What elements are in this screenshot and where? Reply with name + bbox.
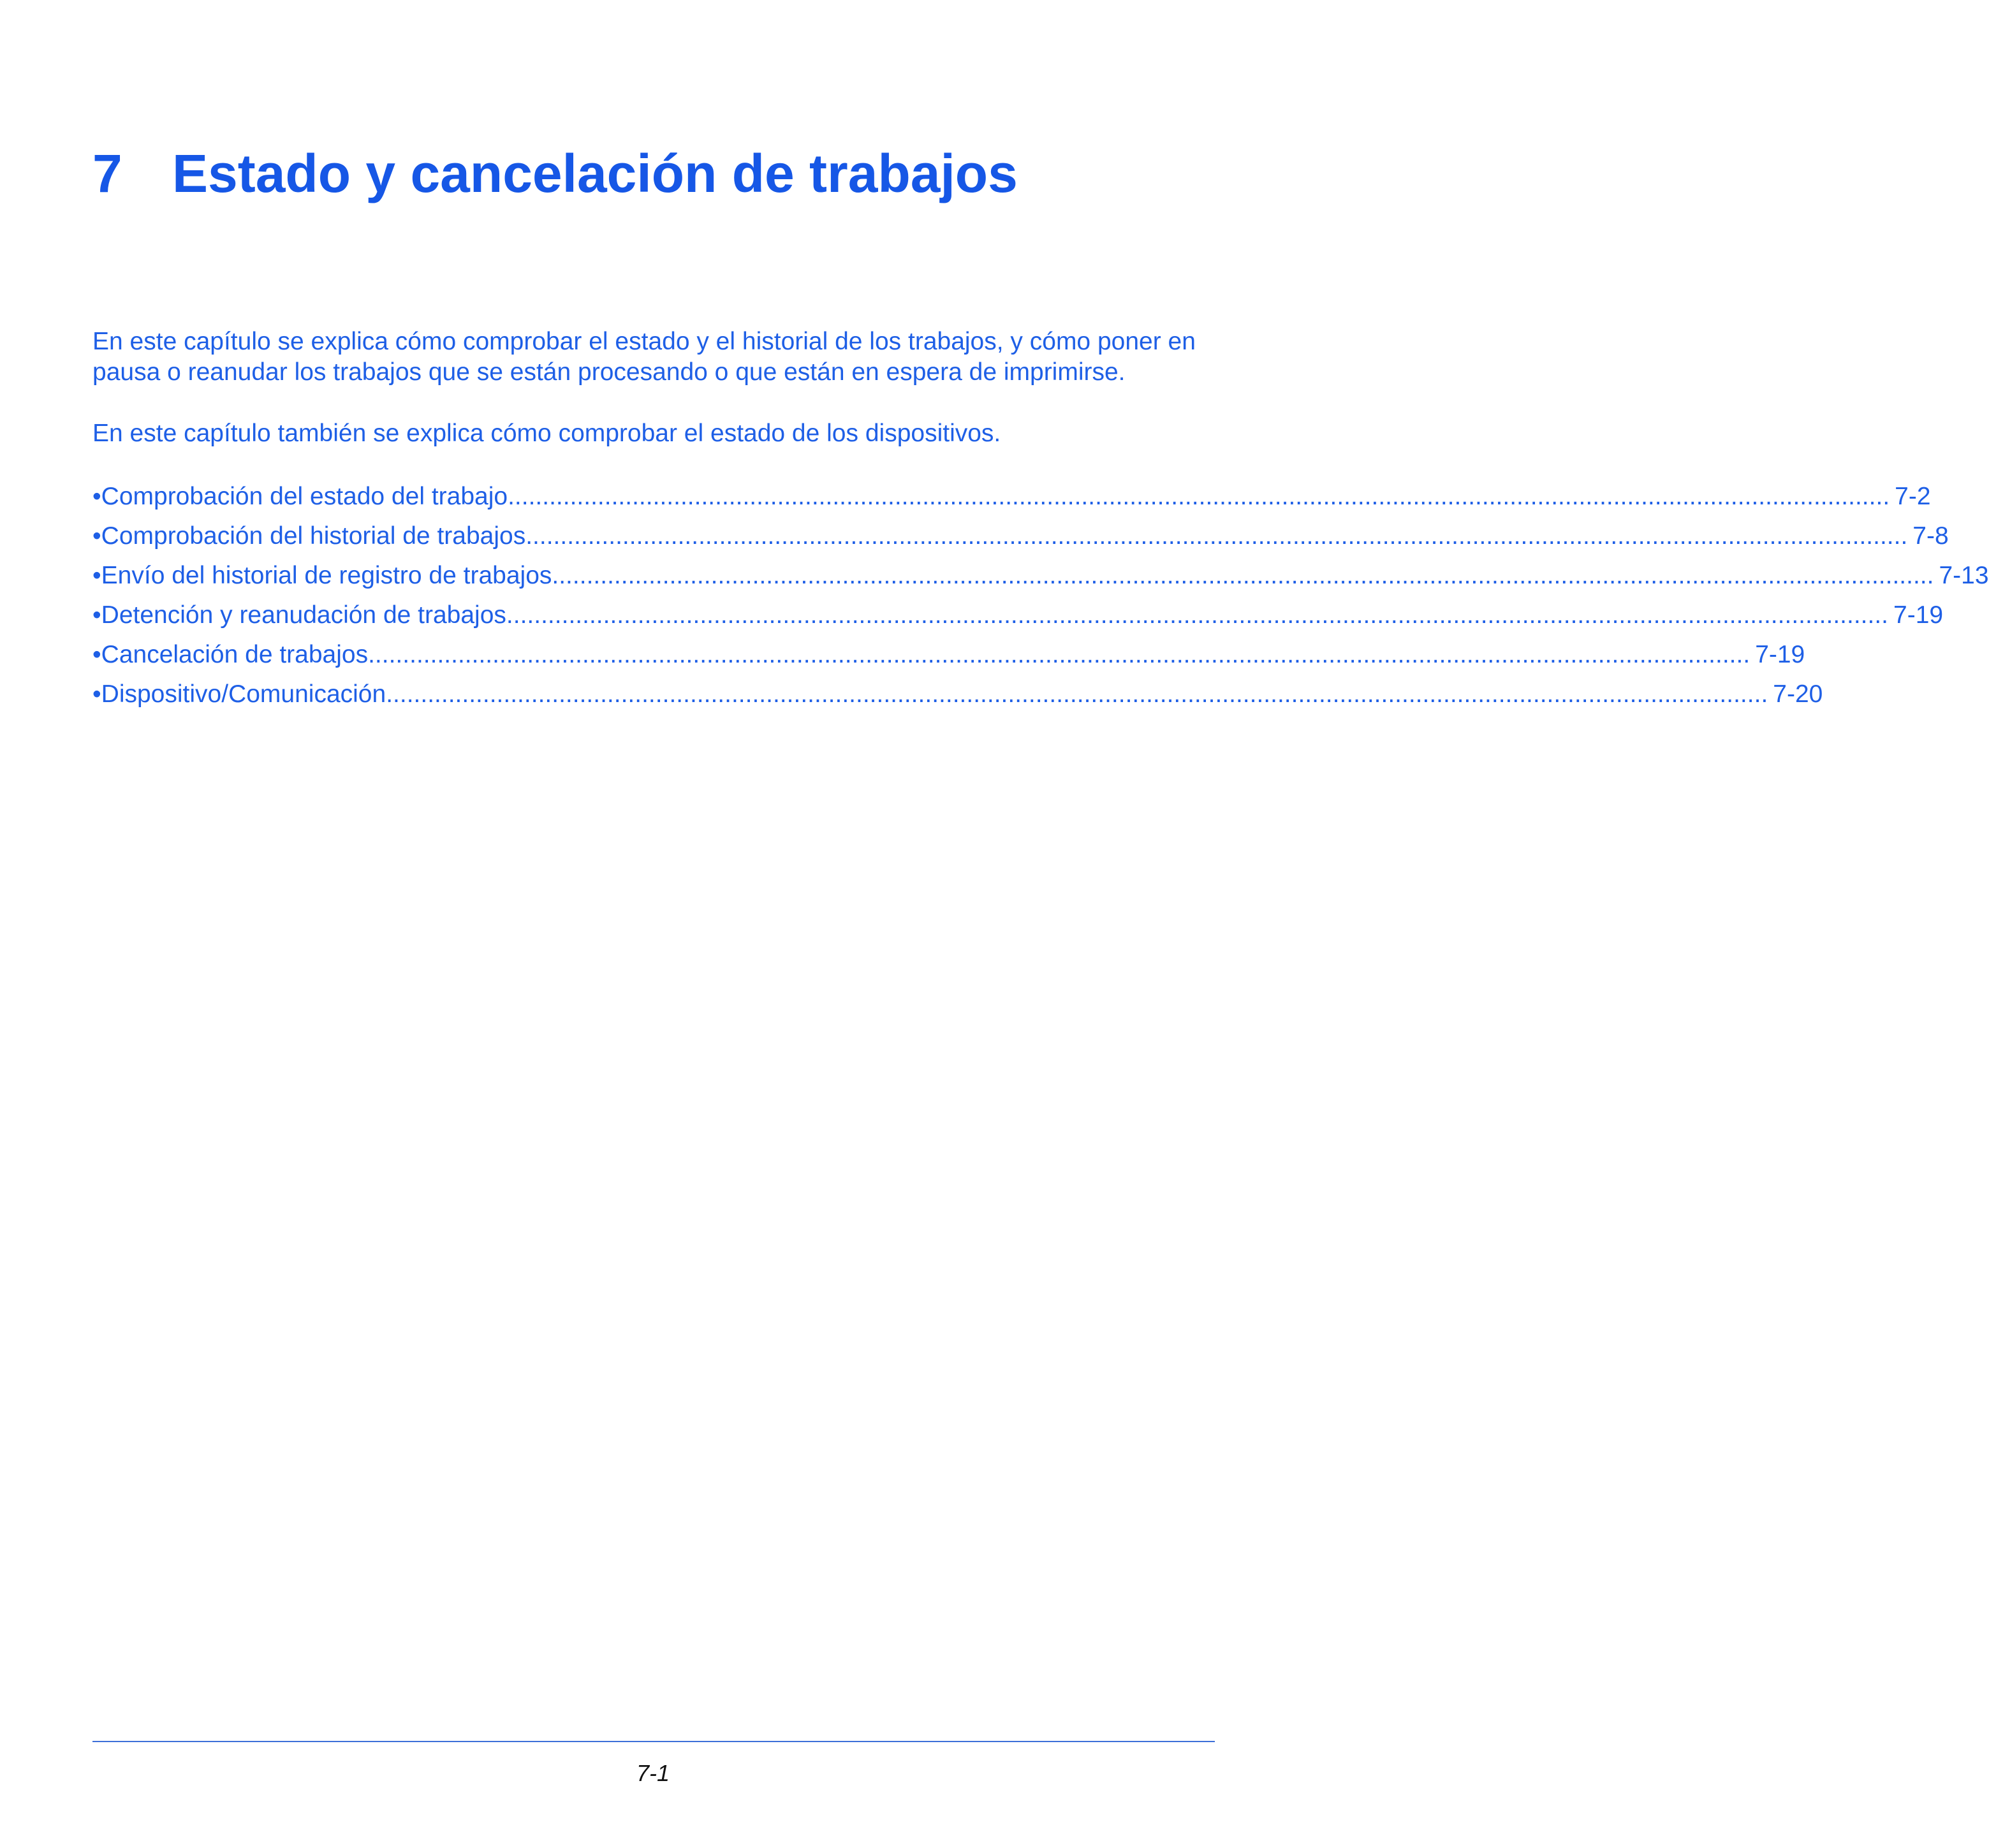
bullet: • [92, 483, 101, 510]
toc-item[interactable] [92, 596, 1944, 635]
toc-item-label: Envío del historial de registro de trabajos [101, 562, 552, 589]
bullet: • [92, 522, 101, 550]
toc-item-page: 7-2 [1895, 483, 1931, 510]
page-number: 7-1 [636, 1760, 670, 1786]
toc-item-page: 7-19 [1755, 641, 1805, 668]
toc-item[interactable] [92, 635, 1805, 675]
dot-leader: ........................................................................................................................................................................................................ [368, 641, 1750, 668]
dot-leader: ........................................................................................................................................................................................................ [508, 483, 1890, 510]
toc-item-label: Detención y reanudación de trabajos [101, 601, 506, 629]
bullet: • [92, 641, 101, 668]
toc-item-page: 7-20 [1773, 680, 1823, 708]
toc-item-label: Comprobación del estado del trabajo [101, 483, 508, 510]
intro-paragraph-devices: En este capítulo también se explica cómo comprobar el estado de los dispositivos. [92, 420, 1001, 447]
dot-leader: ........................................................................................................................................................................................................ [386, 680, 1768, 708]
dot-leader: ........................................................................................................................................................................................................ [552, 562, 1934, 589]
toc-item[interactable] [92, 477, 1931, 517]
toc-item-page: 7-19 [1893, 601, 1944, 629]
toc-item[interactable] [92, 517, 1949, 556]
footer-divider [92, 1741, 1215, 1742]
bullet: • [92, 680, 101, 708]
toc-item-page: 7-13 [1939, 562, 1989, 589]
bullet: • [92, 562, 101, 589]
toc-item-page: 7-8 [1912, 522, 1949, 550]
dot-leader: ........................................................................................................................................................................................................ [506, 601, 1889, 629]
chapter-title-text: Estado y cancelación de trabajos [172, 143, 1018, 203]
chapter-toc [92, 477, 1989, 714]
toc-item[interactable] [92, 556, 1989, 596]
toc-item-label: Dispositivo/Comunicación [101, 680, 386, 708]
bullet: • [92, 601, 101, 629]
intro-paragraph: En este capítulo se explica cómo comprobar el estado y el historial de los trabajos, y cómo poner en pausa o reanudar los trabajos que se están procesando o que están en espera de imprimirse. [92, 328, 1196, 386]
toc-item[interactable] [92, 675, 1823, 714]
toc-item-label: Comprobación del historial de trabajos [101, 522, 526, 550]
toc-item-label: Cancelación de trabajos [101, 641, 369, 668]
dot-leader: ........................................................................................................................................................................................................ [525, 522, 1908, 550]
chapter-title [92, 142, 1018, 205]
chapter-number: 7 [92, 143, 122, 203]
